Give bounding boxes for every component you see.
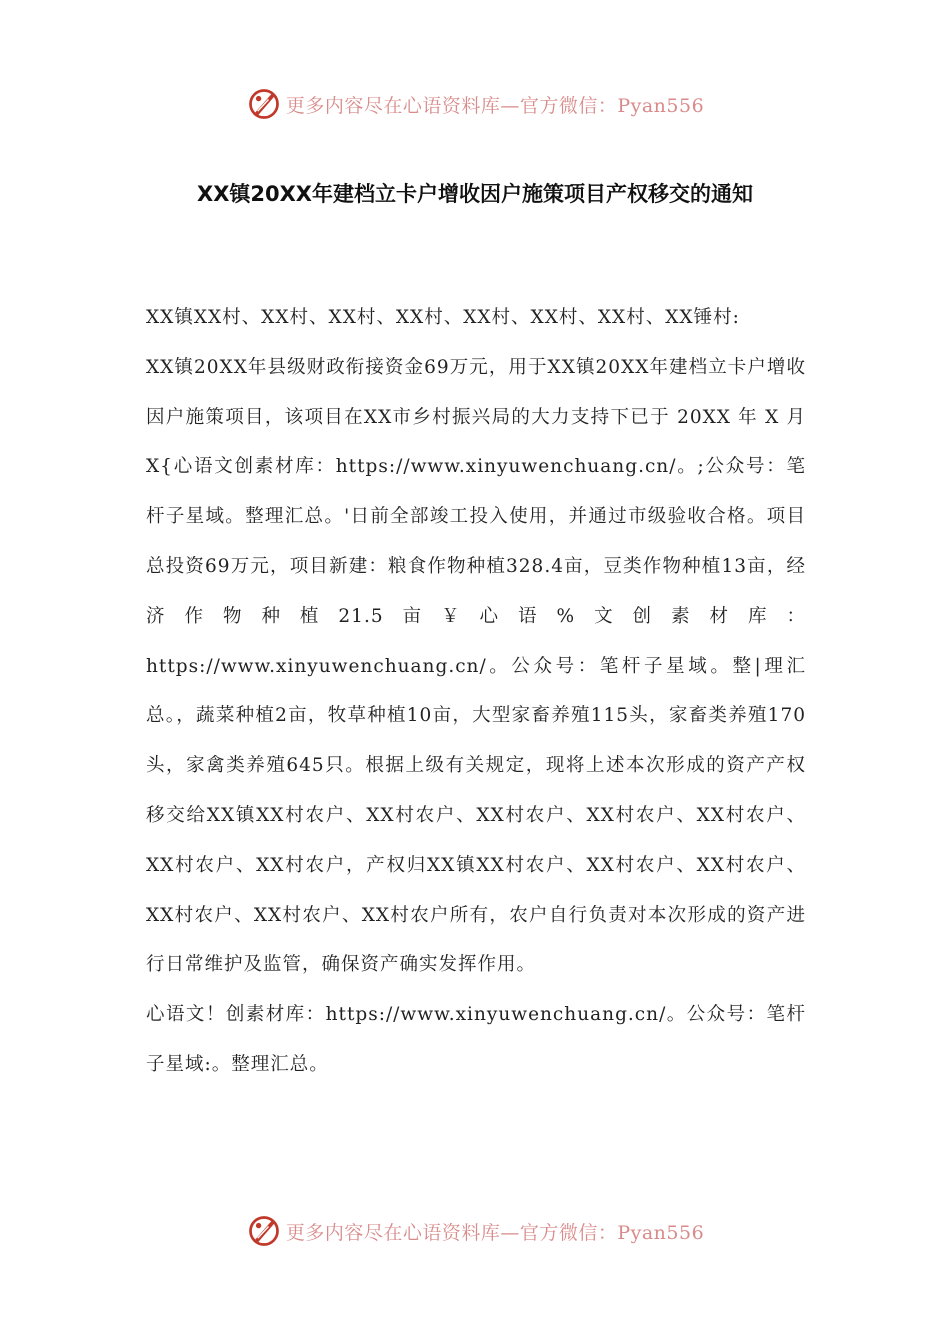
header-banner-text: 更多内容尽在心语资料库—官方微信：Pyan556 [285,94,705,117]
footer-paragraph: 心语文！创素材库：https://www.xinyuwenchuang.cn/。公众号：笔杆子星域:。整理汇总。 [146,1004,806,1075]
quill-logo-icon [246,86,282,122]
quill-logo-icon [246,1213,282,1249]
main-paragraph: XX镇20XX年县级财政衔接资金69万元，用于XX镇20XX年建档立卡户增收因户施策项目，该项目在XX市乡村振兴局的大力支持下已于 20XX 年 X 月 X{心语文创素材库：https://www.xinyuwenchuang.cn/。;公众号：笔杆子星域。整理汇总。'日前全部竣工投入使用，并通过市级验收合格。项目总投资69万元，项目新建：粮食作物种植328.4亩，豆类作物种植13亩，经济作物种植21.5亩￥心语%文创素材库：https://www.xinyuwenchuang.cn/。公众号：笔杆子星域。整|理汇总。，蔬菜种植2亩，牧草种植10亩，大型家畜养殖115头，家畜类养殖170头，家禽类养殖645只。根据上级有关规定，现将上述本次形成的资产产权移交给XX镇XX村农户、XX村农户、XX村农户、XX村农户、XX村农户、XX村农户、XX村农户，产权归XX镇XX村农户、XX村农户、XX村农户、XX村农户、XX村农户、XX村农户所有，农户自行负责对本次形成的资产进行日常维护及监管，确保资产确实发挥作用。 [146,356,806,976]
document-title: XX镇20XX年建档立卡户增收因户施策项目产权移交的通知 [197,182,753,206]
salutation: XX镇XX村、XX村、XX村、XX村、XX村、XX村、XX村、XX锤村: [146,307,740,328]
footer-banner [0,1211,950,1251]
footer-banner-text: 更多内容尽在心语资料库—官方微信：Pyan556 [285,1221,705,1244]
header-banner [0,84,950,124]
document-body [146,293,806,1090]
